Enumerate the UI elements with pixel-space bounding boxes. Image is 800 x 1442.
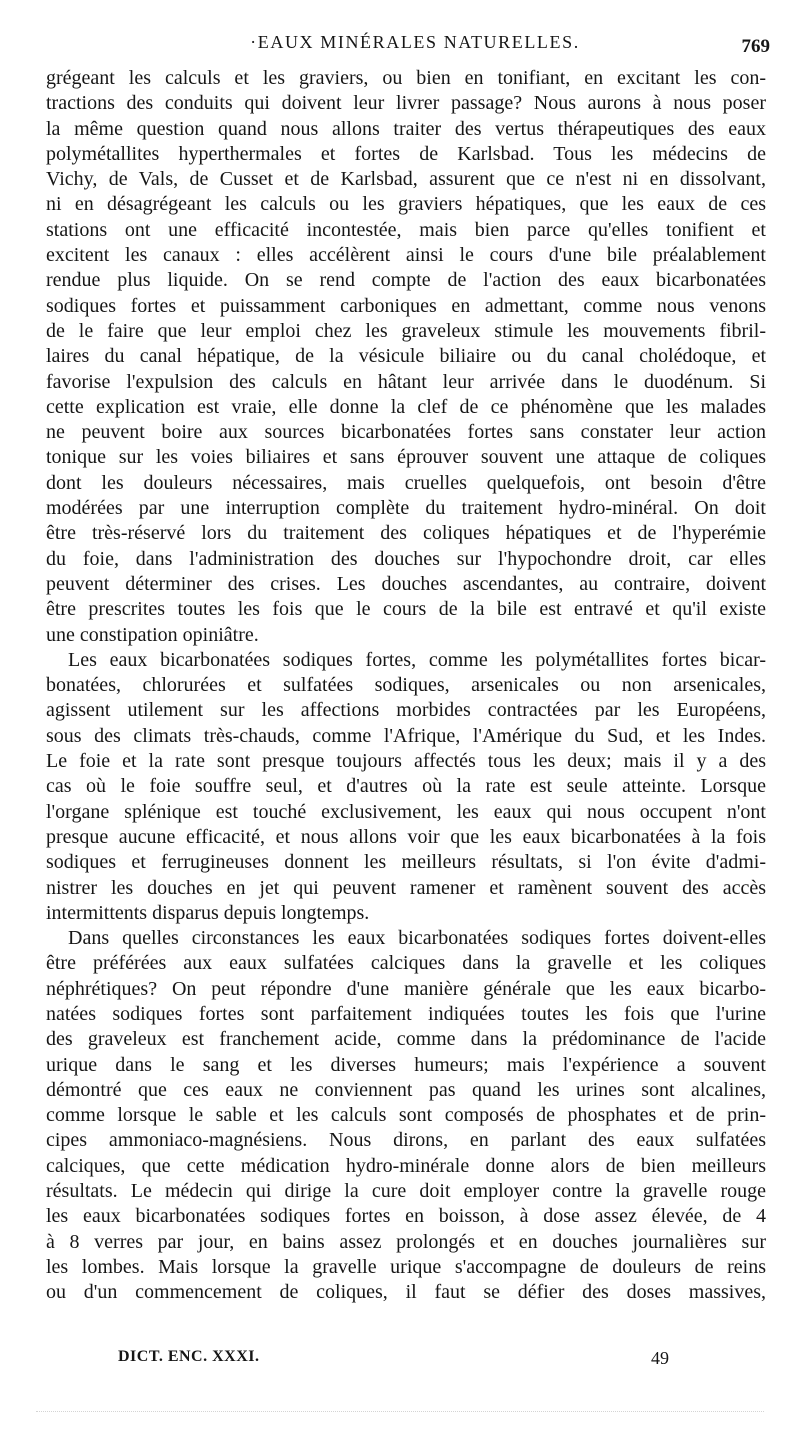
text-line: une constipation opiniâtre. bbox=[46, 623, 259, 646]
text-line: ou d'un commencement de coliques, il faut se défier des doses massives, bbox=[46, 1281, 766, 1304]
text-line: cette explication est vraie, elle donne la clef de ce phénomène que les malades bbox=[46, 395, 766, 418]
text-line: calciques, que cette médication hydro-minérale donne alors de bien meilleurs bbox=[46, 1154, 766, 1177]
text-line: grégeant les calculs et les graviers, ou bien en tonifiant, en excitant les con- bbox=[46, 67, 766, 89]
text-line: à 8 verres par jour, en bains assez prolongés et en douches journalières sur bbox=[46, 1230, 766, 1253]
text-line: les lombes. Mais lorsque la gravelle urique s'accompagne de douleurs de reins bbox=[46, 1255, 766, 1278]
text-line: ne peuvent boire aux sources bicarbonatées fortes sans constater leur action bbox=[46, 421, 766, 444]
text-line: agissent utilement sur les affections morbides contractées par les Européens, bbox=[46, 699, 766, 722]
text-line: favorise l'expulsion des calculs en hâtant leur arrivée dans le duodénum. Si bbox=[46, 370, 766, 393]
text-line: Les eaux bicarbonatées sodiques fortes, comme les polymétallites fortes bicar- bbox=[68, 648, 766, 671]
text-line: dont les douleurs nécessaires, mais cruelles quelquefois, ont besoin d'être bbox=[46, 471, 766, 494]
text-line: polymétallites hyperthermales et fortes de Karlsbad. Tous les médecins de bbox=[46, 142, 766, 165]
body-text bbox=[46, 66, 766, 1306]
running-title: ·EAUX MINÉRALES NATURELLES. bbox=[250, 32, 580, 52]
text-line: des graveleux est franchement acide, comme dans la prédominance de l'acide bbox=[46, 1028, 766, 1051]
text-line: stations ont une efficacité incontestée, mais bien parce qu'elles tonifient et bbox=[46, 218, 766, 241]
text-line: presque aucune efficacité, et nous allons voir que les eaux bicarbonatées à la fois bbox=[46, 825, 766, 848]
signature-number: 49 bbox=[651, 1348, 669, 1368]
text-line: les eaux bicarbonatées sodiques fortes en boisson, à dose assez élevée, de 4 bbox=[46, 1205, 766, 1228]
text-line: être très-réservé lors du traitement des coliques hépatiques et de l'hyperémie bbox=[46, 522, 766, 545]
text-line: Dans quelles circonstances les eaux bicarbonatées sodiques fortes doivent-elles bbox=[68, 927, 766, 950]
text-line: modérées par une interruption complète du traitement hydro-minéral. On doit bbox=[46, 497, 766, 520]
text-line: tractions des conduits qui doivent leur livrer passage? Nous aurons à nous poser bbox=[46, 92, 766, 115]
text-line: laires du canal hépatique, de la vésicule biliaire ou du canal cholédoque, et bbox=[46, 345, 766, 368]
text-line: cas où le foie souffre seul, et d'autres où la rate est seule atteinte. Lorsque bbox=[46, 775, 766, 798]
text-line: peuvent déterminer des crises. Les douches ascendantes, au contraire, doivent bbox=[46, 572, 766, 595]
text-line: excitent les canaux : elles accélèrent ainsi le cours d'une bile préalablement bbox=[46, 244, 766, 267]
text-line: résultats. Le médecin qui dirige la cure doit employer contre la gravelle rouge bbox=[46, 1180, 766, 1203]
scan-edge-noise bbox=[36, 1411, 764, 1413]
text-line: intermittents disparus depuis longtemps. bbox=[46, 901, 370, 924]
text-line: être préférées aux eaux sulfatées calciques dans la gravelle et les coliques bbox=[46, 952, 766, 975]
text-line: cipes ammoniaco-magnésiens. Nous dirons, en parlant des eaux sulfatées bbox=[46, 1129, 766, 1152]
text-line: Vichy, de Vals, de Cusset et de Karlsbad, assurent que ce n'est ni en dissolvant, bbox=[46, 168, 766, 191]
text-line: ni en désagrégeant les calculs ou les graviers hépatiques, que les eaux de ces bbox=[46, 193, 766, 216]
text-line: néphrétiques? On peut répondre d'une manière générale que les eaux bicarbo- bbox=[46, 977, 766, 1000]
text-line: sous des climats très-chauds, comme l'Afrique, l'Amérique du Sud, et les Indes. bbox=[46, 724, 766, 747]
text-line: de le faire que leur emploi chez les graveleux stimule les mouvements fibril- bbox=[46, 319, 766, 342]
text-line: urique dans le sang et les diverses humeurs; mais l'expérience a souvent bbox=[46, 1053, 766, 1076]
text-line: la même question quand nous allons traiter des vertus thérapeutiques des eaux bbox=[46, 117, 766, 140]
text-line: rendue plus liquide. On se rend compte de l'action des eaux bicarbonatées bbox=[46, 269, 766, 292]
text-line: nistrer les douches en jet qui peuvent ramener et ramènent souvent des accès bbox=[46, 876, 766, 899]
page-number: 769 bbox=[741, 36, 770, 57]
text-line: Le foie et la rate sont presque toujours affectés tous les deux; mais il y a des bbox=[46, 750, 766, 773]
signature-mark: DICT. ENC. XXXI. bbox=[118, 1348, 260, 1365]
text-line: être prescrites toutes les fois que le cours de la bile est entravé et qu'il existe bbox=[46, 598, 766, 621]
text-line: sodiques et ferrugineuses donnent les meilleurs résultats, si l'on évite d'admi- bbox=[46, 851, 766, 874]
text-line: sodiques fortes et puissamment carboniques en admettant, comme nous venons bbox=[46, 294, 766, 317]
text-line: comme lorsque le sable et les calculs sont composés de phosphates et de prin- bbox=[46, 1104, 766, 1127]
text-line: tonique sur les voies biliaires et sans éprouver souvent une attaque de coliques bbox=[46, 446, 766, 469]
running-head bbox=[60, 26, 770, 60]
text-line: natées sodiques fortes sont parfaitement indiquées toutes les fois que l'urine bbox=[46, 1002, 766, 1025]
text-line: du foie, dans l'administration des douches sur l'hypochondre droit, car elles bbox=[46, 547, 766, 570]
text-line: bonatées, chlorurées et sulfatées sodiques, arsenicales ou non arsenicales, bbox=[46, 674, 766, 697]
text-line: démontré que ces eaux ne conviennent pas quand les urines sont alcalines, bbox=[46, 1078, 766, 1101]
page-footer bbox=[118, 1348, 678, 1378]
text-line: l'organe splénique est touché exclusivement, les eaux qui nous occupent n'ont bbox=[46, 800, 766, 823]
